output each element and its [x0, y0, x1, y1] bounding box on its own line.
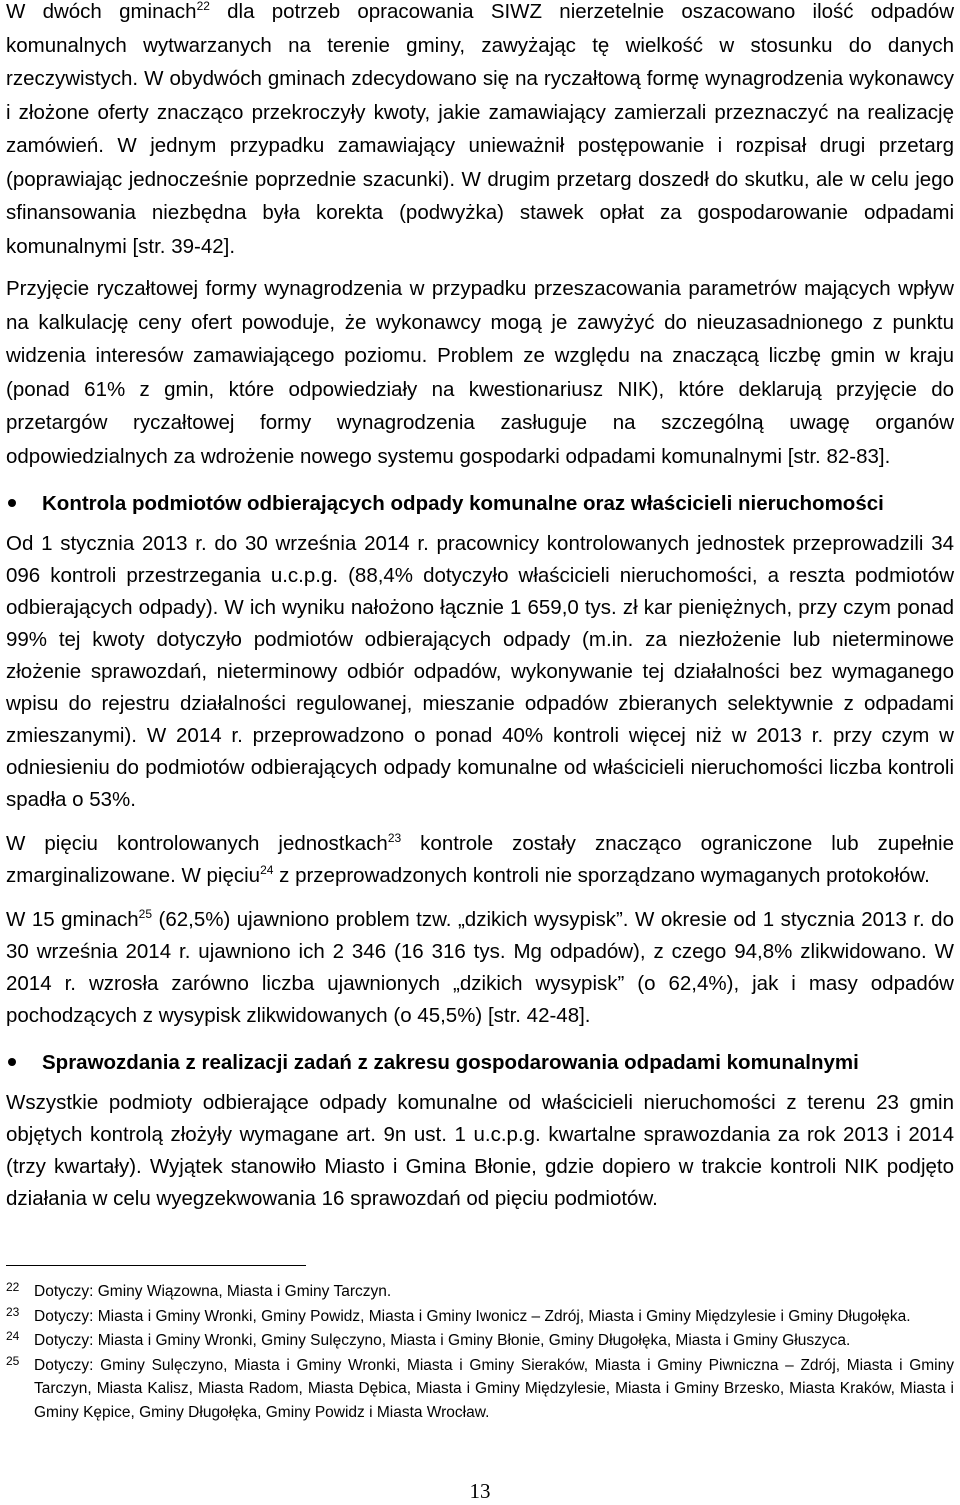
- footnote-ref-22[interactable]: 22: [196, 0, 210, 14]
- footnote-number: 24: [6, 1329, 20, 1343]
- paragraph-text: dla potrzeb opracowania SIWZ nierzetelnie oszacowano ilość odpadów komunalnych wytwarzanych na terenie gminy, zawyżając tę wielkość w stosunku do danych rzeczywistych. W obydwóch gminach zdecydowano się na ryczałtową formę wynagrodzenia wykonawcy i złożone oferty znacząco przekroczyły kwoty, jakie zamawiający zamierzali przeznaczyć na realizację zamówień. W jednym przypadku zamawiający unieważnił postępowanie i rozpisał drugi przetarg (poprawiając jednocześnie poprzednie szacunki). W drugim przetarg doszedł do skutku, ale w celu jego sfinansowania niezbędna była korekta (podwyżka) stawek opłat za gospodarowanie odpadami komunalnymi [str. 39-42].: [6, 0, 955, 258]
- document-page: [6, 0, 954, 1425]
- paragraph-text: (62,5%) ujawniono problem tzw. „dzikich wysypisk”. W okresie od 1 stycznia 2013 r. do 30 września 2014 r. ujawniono ich 2 346 (16 316 tys. Mg odpadów), z czego 94,8% zlikwidowano. W 2014 r. wzrosła zarówno liczba ujawnionych „dzikich wysypisk” (o 62,4%), jak i masy odpadów pochodzących z wysypisk zlikwidowanych (o 45,5%) [str. 42-48].: [6, 908, 954, 1027]
- paragraph-lump-sum: Przyjęcie ryczałtowej formy wynagrodzenia w przypadku przeszacowania parametrów mających wpływ na kalkulację ceny ofert powoduje, że wykonawcy mogą je zawyżyć do nieuzasadnionego z punktu widzenia interesów zamawiającego poziomu. Problem ze względu na znaczącą liczbę gmin w kraju (ponad 61% z gmin, które odpowiedziały na kwestionariusz NIK), które deklarują przyjęcie do przetargów ryczałtowej formy wynagrodzenia zasługuje na szczególną uwagę organów odpowiedzialnych za wdrożenie nowego systemu gospodarki odpadami komunalnymi [str. 82-83].: [6, 277, 954, 468]
- footnote-number: 22: [6, 1280, 20, 1294]
- footnote-23: [6, 1305, 954, 1329]
- paragraph-limited-inspections: [6, 828, 954, 892]
- paragraph-text: z przeprowadzonych kontroli nie sporządzano wymaganych protokołów.: [273, 864, 930, 887]
- page-number: 13: [469, 1479, 491, 1503]
- paragraph-text: kontrole zostały znacząco ograniczone lub zupełnie zmarginalizowane. W pięciu: [6, 832, 955, 887]
- paragraph-illegal-dumps: [6, 904, 954, 1032]
- section-heading-inspections: [6, 487, 954, 520]
- paragraph-gap: [6, 892, 954, 904]
- paragraph-siwz-estimation: [6, 0, 954, 263]
- footnote-text: Dotyczy: Gminy Sulęczyno, Miasta i Gminy Wronki, Miasta i Gminy Sieraków, Miasta i Gminy Piwniczna – Zdrój, Miasta i Gminy Tarczyn, Miasta Kalisz, Miasta Radom, Miasta Dębica, Miasta i Gminy Międzylesie, Miasta i Gminy Brzesko, Miasta Kraków, Miasta i Gminy Kępice, Gminy Długołęka, Gminy Powidz i Miasta Wrocław.: [34, 1356, 954, 1421]
- footnote-number: 25: [6, 1353, 20, 1368]
- footnote-24: [6, 1329, 954, 1353]
- footnote-text: Dotyczy: Gminy Wiązowna, Miasta i Gminy Tarczyn.: [34, 1283, 392, 1300]
- section-heading-text: Kontrola podmiotów odbierających odpady komunalne oraz właścicieli nieruchomości: [42, 492, 884, 515]
- footnote-ref-23[interactable]: 23: [387, 831, 402, 846]
- footnote-ref-25[interactable]: 25: [138, 907, 152, 922]
- paragraph-inspections: Od 1 stycznia 2013 r. do 30 września 2014 r. pracownicy kontrolowanych jednostek przeprowadzili 34 096 kontroli przestrzegania u.c.p.g. (88,4% dotyczyło właścicieli nieruchomości, a reszta podmiotów odbierających odpady). W ich wyniku nałożono łącznie 1 659,0 tys. zł kar pieniężnych, przy czym ponad 99% tej kwoty dotyczyło podmiotów odbierających odpady (m.in. za niezłożenie lub nieterminowe złożenie sprawozdań, nieterminowy odbiór odpadów, wykonywanie tej działalności bez wymaganego wpisu do rejestru działalności regulowanej, mieszanie odpadów zbieranych selektywnie z odpadami zmieszanymi). W 2014 r. przeprowadzono o ponad 40% kontroli więcej niż w 2013 r. przy czym w odniesieniu do podmiotów odbierających odpady komunalne od właścicieli nieruchomości liczba kontroli spadła o 53%.: [6, 532, 954, 811]
- footnote-25: [6, 1354, 954, 1425]
- bullet-icon: [8, 1058, 16, 1066]
- footnote-ref-24[interactable]: 24: [260, 863, 274, 878]
- section-heading-reports: [6, 1046, 954, 1079]
- paragraph-gap: [6, 816, 954, 828]
- footnote-separator: [6, 1265, 306, 1266]
- footnote-text: Dotyczy: Miasta i Gminy Wronki, Gminy Sulęczyno, Miasta i Gminy Błonie, Gminy Długołęka, Miasta i Gminy Głuszyca.: [34, 1332, 851, 1349]
- footnote-text: Dotyczy: Miasta i Gminy Wronki, Gminy Powidz, Miasta i Gminy Iwonicz – Zdrój, Miasta i Gminy Międzylesie i Gminy Długołęka.: [34, 1307, 911, 1325]
- footnote-number: 23: [6, 1304, 20, 1319]
- footnote-22: [6, 1280, 954, 1304]
- paragraph-text: W 15 gminach: [6, 908, 139, 931]
- paragraph-text: W pięciu kontrolowanych jednostkach: [6, 832, 388, 855]
- paragraph-text: W dwóch gminach: [6, 0, 197, 23]
- bullet-icon: [8, 499, 16, 507]
- paragraph-reports: Wszystkie podmioty odbierające odpady komunalne od właścicieli nieruchomości z terenu 23 gmin objętych kontrolą złożyły wymagane art. 9n ust. 1 u.c.p.g. kwartalne sprawozdania za rok 2013 i 2014 (trzy kwartały). Wyjątek stanowiło Miasto i Gmina Błonie, gdzie dopiero w trakcie kontroli NIK podjęto działania w celu wyegzekwowania 16 sprawozdań od pięciu podmiotów.: [6, 1091, 954, 1210]
- section-heading-text: Sprawozdania z realizacji zadań z zakresu gospodarowania odpadami komunalnymi: [42, 1051, 859, 1074]
